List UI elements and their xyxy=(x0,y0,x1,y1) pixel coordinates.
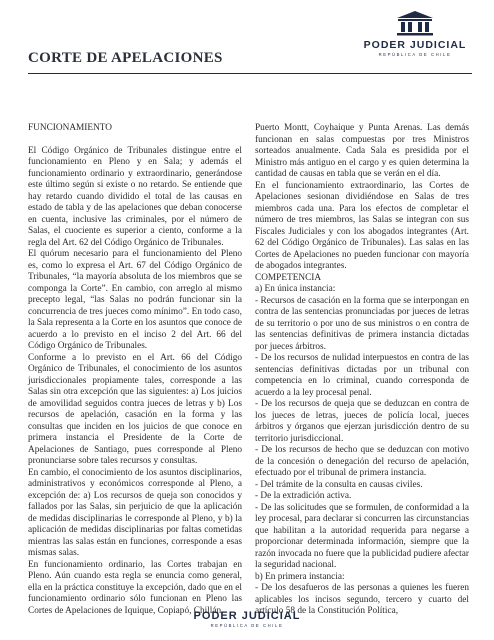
footer-brand-subtitle: REPÚBLICA DE CHILE xyxy=(210,623,284,628)
list-item: - De la extradición activa. xyxy=(255,491,352,501)
paragraph: El quórum necesario para el funcionamiento del Pleno es, como lo expresa el Art. 67 del Código Orgánico de Tribunales, “la mayoría absoluta de los miembros que se componga la Corte”. En cambio, con arreglo al mismo precepto legal, “las Salas no podrán funcionar sin la concurrencia de tres jueces como mínimo”. En todo caso, la Sala representa a la Corte en los asuntos que conoce de acuerdo a lo previsto en el inciso 2 del Art. 66 del Código Orgánico de Tribunales. xyxy=(28,249,243,351)
section-heading-competencia: COMPETENCIA xyxy=(255,272,322,283)
header xyxy=(0,0,494,100)
paragraph: En el funcionamiento extraordinario, las Cortes de Apelaciones sesionan dividiéndose en Salas de tres miembros cada una. Para los efectos de completar el número de tres miembros, las Salas se integran con sus Fiscales Judiciales y con los abogados integrantes (Art. 62 del Código Orgánico de Tribunales). Las salas en las Cortes de Apelaciones no pueden funcionar con mayoría de abogados integrantes. xyxy=(255,180,469,271)
section-heading-funcionamiento: FUNCIONAMIENTO xyxy=(28,123,113,133)
list-item: - De los desafueros de las personas a quienes les fueren aplicables los incisos segundo, tercero y cuarto del artículo 58 de la Constitución Política, xyxy=(255,583,469,616)
title-divider xyxy=(28,73,472,74)
list-item: - Del trámite de la consulta en causas civiles. xyxy=(255,479,423,490)
left-column xyxy=(28,123,242,617)
poder-judicial-logo xyxy=(360,10,470,57)
page-title: CORTE DE APELACIONES xyxy=(28,50,223,66)
brand-name: PODER JUDICIAL xyxy=(363,39,467,51)
paragraph: En funcionamiento ordinario, las Cortes trabajan en Pleno. Aún cuando esta regla se enuncia como general, ella en la práctica constituye la excepción, dado que en el funcionamiento ordinario sólo funcionan en Pleno las Cortes de Apelaciones de Iquique, Copiapó, Chillán, xyxy=(28,559,242,616)
brand-subtitle: REPÚBLICA DE CHILE xyxy=(378,52,452,57)
list-item: - De los recursos de queja que se deduzcan en contra de los jueces de letras, jueces de policía local, jueces árbitros y órganos que ejerzan jurisdicción dentro de su territorio jurisdiccional. xyxy=(255,399,469,444)
courthouse-icon xyxy=(395,10,435,36)
subheading: b) En primera instancia: xyxy=(255,571,345,582)
list-item: - De las solicitudes que se formulen, de conformidad a la ley procesal, para declarar si concurren las circunstancias que habilitan a la autoridad requerida para negarse a proporcionar determinada información, siempre que la razón invocada no fuere que la publicidad pudiere afectar la seguridad nacional. xyxy=(255,502,469,570)
paragraph: En cambio, el conocimiento de los asuntos disciplinarios, administrativos y económicos corresponde al Pleno, a excepción de: a) Los recursos de queja son conocidos y fallados por las Salas, sin perjuicio de que la aplicación de medidas disciplinarias le corresponde al Pleno, y b) la aplicación de medidas disciplinarias por faltas cometidas mientras las salas están en funciones, corresponde a esas mismas salas. xyxy=(28,467,242,558)
paragraph: Puerto Montt, Coyhaique y Punta Arenas. Las demás funcionan en salas compuestas por tres Ministros sorteados anualmente. Cada Sala es presidida por el Ministro más antiguo en el cargo y es quien determina la cantidad de causas en tabla que se verán en el día. xyxy=(255,123,469,179)
footer-brand-name: PODER JUDICIAL xyxy=(193,610,301,622)
list-item: - Recursos de casación en la forma que se interpongan en contra de las sentencias pronunciadas por jueces de letras de su territorio o por uno de sus ministros o en contra de las sentencias definitivas de primera instancia dictadas por jueces árbitros. xyxy=(255,295,469,352)
subheading: a) En única instancia: xyxy=(255,284,336,294)
list-item: - De los recursos de nulidad interpuestos en contra de las sentencias definitivas dictadas por un tribunal con competencia en lo criminal, cuando corresponda de acuerdo a la ley procesal penal. xyxy=(255,353,469,398)
list-item: - De los recursos de hecho que se deduzcan con motivo de la concesión o denegación del recurso de apelación, efectuado por el tribunal de primera instancia. xyxy=(255,445,469,478)
right-column xyxy=(255,123,469,618)
footer-logo xyxy=(0,610,494,628)
paragraph: El Código Orgánico de Tribunales distingue entre el funcionamiento en Pleno y en Sala; y además el funcionamiento ordinario y extraordinario, generándose este último según si existe o no retardo. Se entiende que hay retardo cuando dividido el total de las causas en estado de tabla y de las apelaciones que deban conocerse en cuenta, inclusive las criminales, por el número de Salas, el cuociente es superior a ciento, conforme a la regla del Art. 62 del Código Orgánico de Tribunales. xyxy=(28,145,242,248)
paragraph: Conforme a lo previsto en el Art. 66 del Código Orgánico de Tribunales, el conocimiento de los asuntos jurisdiccionales propiamente tales, corresponde a las Salas sin otra excepción que las siguientes: a) Los juicios de amovilidad seguidos contra jueces de letras y b) Los recursos de apelación, casación en la forma y las consultas que inciden en los juicios de que conoce en primera instancia el Presidente de la Corte de Apelaciones de Santiago, pues corresponde al Pleno pronunciarse sobre tales recursos y consultas. xyxy=(28,352,242,466)
